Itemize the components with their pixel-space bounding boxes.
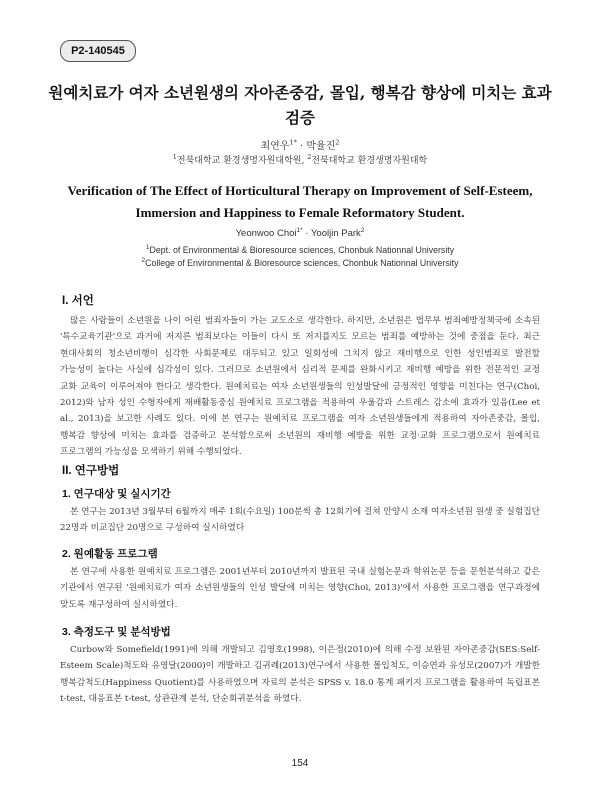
author-1-marker: 1* <box>289 138 297 147</box>
en-affil-2-text: College of Environmental & Bioresource sciences, Chonbuk Nationnal University <box>145 258 459 268</box>
korean-title: 원예치료가 여자 소년원생의 자아존중감, 몰입, 행복감 향상에 미치는 효과 검증 <box>48 83 552 127</box>
subjects-paragraph: 본 연구는 2013년 3월부터 6월까지 매주 1회(수요일) 100분씩 총 12회기에 걸쳐 안양시 소재 여자소년원 원생 중 실험집단 22명과 비교집단 20명으로 구성하여 실시하였다 <box>60 507 540 534</box>
subsection-heading-program: 2. 원예활동 프로그램 <box>62 548 158 560</box>
english-title: Verification of The Effect of Horticultural Therapy on Improvement of Self-Esteem, Immersion and Happiness to Female Reformatory Student. <box>67 183 533 220</box>
program-paragraph: 본 연구에 사용한 원예치료 프로그램은 2001년부터 2010년까지 발표된 국내 실험논문과 학위논문 등을 문헌분석하고 같은 기관에서 연구된 '원예치료가 여자 소년원생들의 인성 발달에 미치는 영향(Choi, 2013)'에서 사용한 프로그램을 연구과정에 맞도록 재구성하여 실시하였다. <box>60 567 540 610</box>
en-author-2-marker: 2 <box>360 226 365 234</box>
korean-authors <box>0 137 600 152</box>
affil-1-text: 전북대학교 환경생명자원대학원, <box>176 156 308 166</box>
en-affil-1-marker: 1 <box>145 244 150 252</box>
en-author-1-marker: 1* <box>296 226 303 234</box>
author-separator: · <box>296 141 307 152</box>
author-2-name: 박율진 <box>306 141 336 152</box>
english-affiliation-1 <box>0 244 600 256</box>
section-heading-methods: II. 연구방법 <box>62 465 120 477</box>
page-number: 154 <box>291 758 309 769</box>
introduction-paragraph: 많은 사람들이 소년원을 나이 어린 범죄자들이 가는 교도소로 생각한다. 하지만, 소년원은 법무부 범죄예방정책국에 소속된 '특수교육기관'으로 과거에 저지른 범죄보다는 이들이 다시 또 저지를지도 모르는 범죄를 예방하는 것에 중점을 둔다. 최근 현대사회의 청소년비행이 심각한 사회문제로 대두되고 있고 일회성에 그치지 않고 재비행으로 인한 성인범죄로 발전할 가능성이 높다는 사실에 심각성이 있다. 그러므로 소년원에서 심리적 문제를 완화시키고 재비행 예방을 위한 전문적인 교정 교화 교육이 이루어져야 한다고 생각한다. 원예치료는 여자 소년원생들의 인성발달에 긍정적인 영향을 미친다는 연구(Choi, 2012)와 남자 성인 수형자에게 재배활동중심 원예치료 프로그램을 적용하여 우울감과 스트레스 감소에 효과가 있음(Lee et al., 2013)을 보고한 사례도 있다. 이에 본 연구는 원예치료 프로그램을 여자 소년원생들에게 적용하여 자아존중감, 몰입, 행복감 향상에 미치는 효과를 검증하고 분석함으로써 소년원의 재비행 예방을 위한 교정·교화 프로그램으로서 원예치료 프로그램의 가능성을 모색하기 위해 수행되었다. <box>60 316 540 458</box>
paper-id-badge: P2-140545 <box>60 40 136 62</box>
affil-2-text: 전북대학교 환경생명자원대학 <box>311 156 428 166</box>
en-affil-1-text: Dept. of Environmental & Bioresource sciences, Chonbuk Nationnal University <box>149 245 455 255</box>
author-2-marker: 2 <box>335 138 340 147</box>
affil-2-marker: 2 <box>307 153 312 161</box>
en-author-separator: · <box>302 228 311 239</box>
en-author-2-name: Yooljin Park <box>310 228 361 239</box>
en-author-1-name: Yeonwoo Choi <box>235 228 297 239</box>
affil-1-marker: 1 <box>172 153 177 161</box>
korean-affiliations <box>0 153 600 166</box>
section-heading-introduction: I. 서언 <box>62 295 94 307</box>
en-affil-2-marker: 2 <box>141 257 146 265</box>
english-affiliation-2 <box>0 257 600 269</box>
author-1-name: 최연우 <box>260 141 290 152</box>
subsection-heading-subjects: 1. 연구대상 및 실시기간 <box>62 488 171 500</box>
english-authors <box>0 228 600 239</box>
subsection-heading-measures: 3. 측정도구 및 분석방법 <box>62 626 171 638</box>
measures-paragraph: Curbow와 Somefield(1991)에 의해 개발되고 김영호(1998), 이은정(2010)에 의해 수정 보완된 자아존중감(SES:Self-Esteem Scale)척도와 유영달(2000)이 개발하고 김귀례(2013)연구에서 사용한 몰입척도, 이승연과 유성모(2007)가 개발한 행복감척도(Happiness Quotient)를 사용하였으며 자료의 분석은 SPSS v. 18.0 통계 패키지 프로그램을 활용하여 독립표본 t-test, 대응표본 t-test, 상관관계 분석, 단순회귀분석을 하였다. <box>60 645 540 705</box>
